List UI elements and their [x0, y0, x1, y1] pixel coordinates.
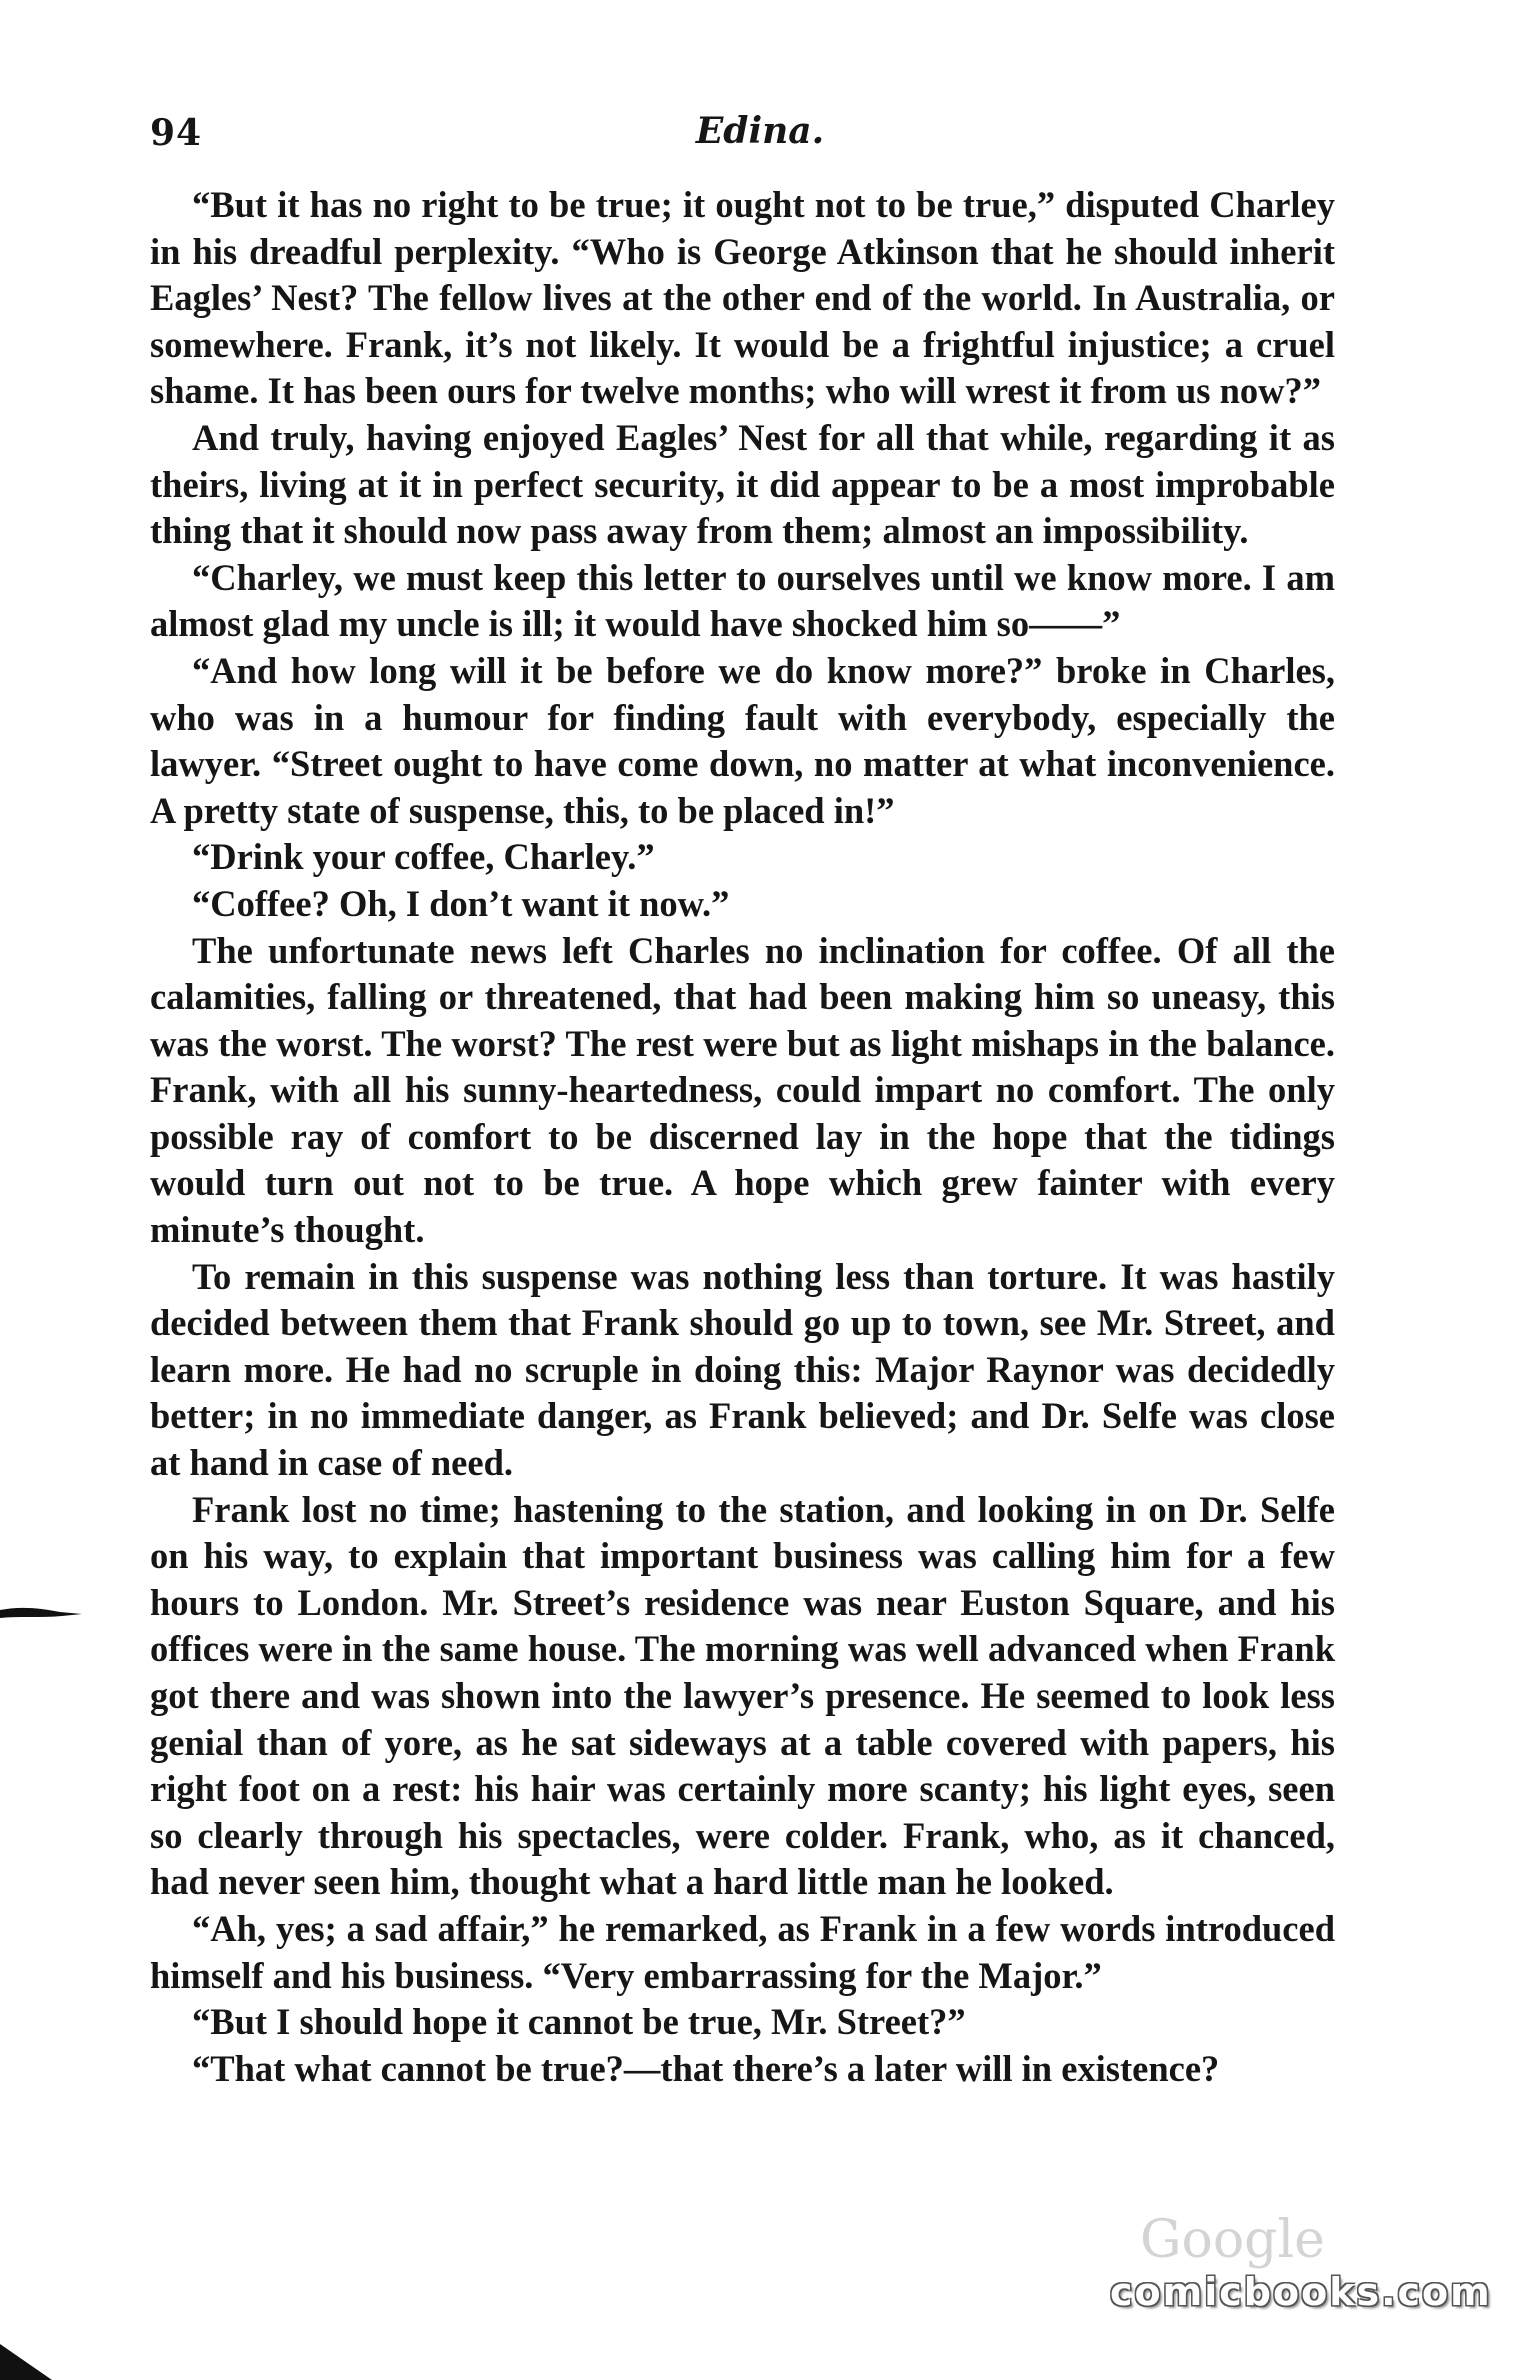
paragraph: “Charley, we must keep this letter to ourselves until we know more. I am almost glad my uncle is ill; it would have shocked him so——”	[150, 556, 1335, 645]
paragraph: “Drink your coffee, Charley.”	[192, 836, 655, 878]
corner-ink-mark	[0, 2344, 52, 2380]
google-watermark: Google	[1140, 2210, 1325, 2270]
paragraph: “Ah, yes; a sad affair,” he remarked, as Frank in a few words introduced himself and his business. “Very embarrassing for the Major.”	[150, 1907, 1335, 1996]
paragraph: “And how long will it be before we do know more?” broke in Charles, who was in a humour for finding fault with everybody, especially the lawyer. “Street ought to have come down, no matter at what inconvenience. A pretty state of suspense, this, to be placed in!”	[150, 649, 1335, 831]
body-text	[150, 182, 1335, 2092]
paragraph: And truly, having enjoyed Eagles’ Nest for all that while, regarding it as theirs, living at it in perfect security, it did appear to be a most improbable thing that it should now pass away from them; almost an impossibility.	[150, 416, 1335, 552]
paragraph: “But I should hope it cannot be true, Mr. Street?”	[192, 2001, 966, 2043]
paragraph: Frank lost no time; hastening to the station, and looking in on Dr. Selfe on his way, to explain that important business was calling him for a few hours to London. Mr. Street’s residence was near Euston Square, and his offices were in the same house. The morning was well advanced when Frank got there and was shown into the lawyer’s presence. He seemed to look less genial than of yore, as he sat sideways at a table covered with papers, his right foot on a rest: his hair was certainly more scanty; his light eyes, seen so clearly through his spectacles, were colder. Frank, who, as it chanced, had never seen him, thought what a hard little man he looked.	[150, 1488, 1335, 1903]
paragraph: To remain in this suspense was nothing less than torture. It was hastily decided between them that Frank should go up to town, see Mr. Street, and learn more. He had no scruple in doing this: Major Raynor was decidedly better; in no immediate danger, as Frank believed; and Dr. Selfe was close at hand in case of need.	[150, 1255, 1335, 1484]
paragraph: “That what cannot be true?—that there’s a later will in existence?	[192, 2047, 1220, 2089]
paragraph: “Coffee? Oh, I don’t want it now.”	[192, 882, 730, 924]
margin-ink-mark	[0, 1602, 82, 1624]
paragraph: “But it has no right to be true; it ought not to be true,” disputed Charley in his dreadful perplexity. “Who is George Atkinson that he should inherit Eagles’ Nest? The fellow lives at the other end of the world. In Australia, or somewhere. Frank, it’s not likely. It would be a frightful injustice; a cruel shame. It has been ours for twelve months; who will wrest it from us now?”	[150, 184, 1335, 412]
site-watermark: comicbooks.com	[1110, 2270, 1492, 2314]
page-number: 94	[150, 112, 203, 154]
paragraph: The unfortunate news left Charles no inclination for coffee. Of all the calamities, falling or threatened, that had been making him so uneasy, this was the worst. The worst? The rest were but as light mishaps in the balance. Frank, with all his sunny-heartedness, could impart no comfort. The only possible ray of comfort to be discerned lay in the hope that the tidings would turn out not to be true. A hope which grew fainter with every minute’s thought.	[150, 929, 1335, 1251]
running-title: Edina.	[695, 110, 825, 152]
